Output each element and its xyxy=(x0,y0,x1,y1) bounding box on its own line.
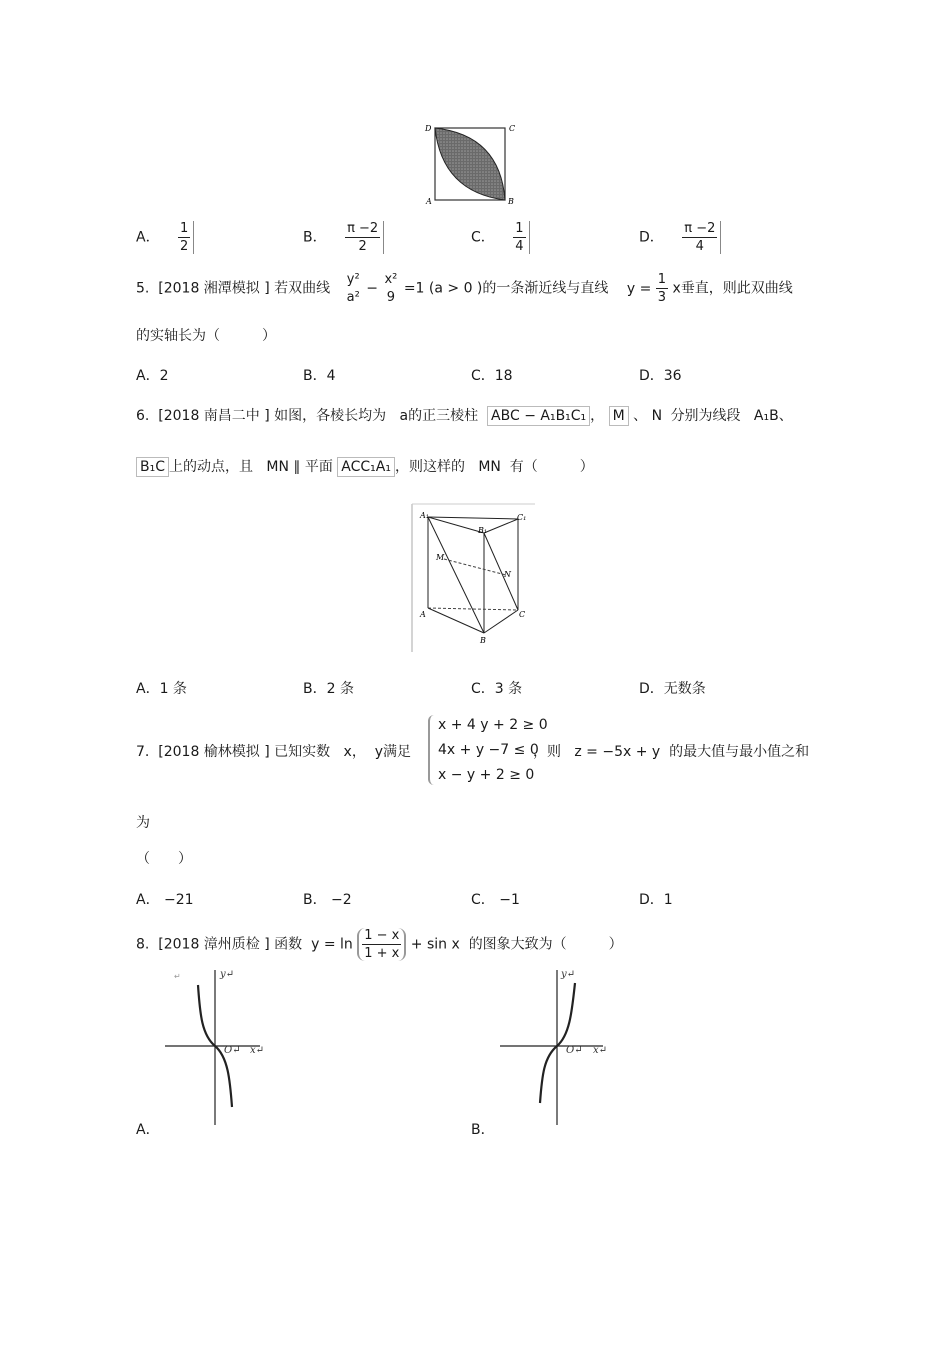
x-axis-label: x↵ xyxy=(593,1045,608,1056)
question-number: 7. xyxy=(136,744,150,760)
numerator: 1 xyxy=(180,221,189,236)
q8-graph-b xyxy=(495,965,620,1130)
q7-stem-tail: ，则 z = −5x + y 的最大值与最小值之和 xyxy=(533,744,810,760)
q4-option-b[interactable] xyxy=(303,221,384,254)
q6-label-b: B xyxy=(480,636,486,645)
constraint-2: 4x + y −7 ≤ 0 xyxy=(438,742,539,758)
fraction xyxy=(513,221,529,254)
q8-graph-a xyxy=(160,965,280,1130)
question-source: [2018 漳州质检 ] xyxy=(158,936,270,953)
q5-stem-line2: 的实轴长为（ ） xyxy=(136,328,276,344)
q6-label-c1: C₁ xyxy=(517,513,527,522)
q6-option-c[interactable]: C．3 条 xyxy=(471,681,523,697)
question-source: [2018 湘潭模拟 ] xyxy=(158,280,270,297)
denominator: 2 xyxy=(358,239,367,254)
constraint-1: x + 4 y + 2 ≥ 0 xyxy=(438,717,548,733)
q4-lens-figure xyxy=(422,120,522,210)
q7-constraint-system xyxy=(428,715,548,787)
fraction-one-third: $\frac{1}{3}$ xyxy=(657,272,667,305)
q6-label-a1: A₁ xyxy=(420,511,429,520)
origin-label: O↵ xyxy=(566,1045,583,1056)
numerator: 1 xyxy=(515,221,524,236)
fraction xyxy=(345,221,384,254)
q4-label-a: A xyxy=(426,197,432,206)
origin-label: O↵ xyxy=(224,1045,241,1056)
option-letter: C． xyxy=(471,229,495,246)
q4-option-c[interactable] xyxy=(471,221,530,254)
q8-option-a[interactable]: A． xyxy=(136,1122,160,1138)
denominator: 4 xyxy=(515,239,524,254)
q6-option-a[interactable]: A．1 条 xyxy=(136,681,187,697)
q6-label-a: A xyxy=(420,610,426,619)
prism-name: ABC − A₁B₁C₁ xyxy=(487,406,590,426)
q6-label-m: M xyxy=(436,553,445,562)
numerator: π −2 xyxy=(347,221,379,236)
question-number: 6. xyxy=(136,408,150,424)
q7-stem-line2: 为 xyxy=(136,815,150,831)
q7-option-b[interactable]: B． −2 xyxy=(303,892,352,908)
question-source: [2018 南昌二中 ] xyxy=(158,408,270,424)
question-number: 8. xyxy=(136,936,150,953)
y-axis-label: y↵ xyxy=(561,969,576,980)
q6-prism-figure xyxy=(410,500,540,655)
q4-label-b: B xyxy=(508,197,514,206)
denominator: 4 xyxy=(695,239,704,254)
q7-option-d[interactable]: D．1 xyxy=(639,892,673,908)
q6-label-n: N xyxy=(504,570,511,579)
q6-label-b1: B₁ xyxy=(478,526,488,535)
q7-stem: 7. [2018 榆林模拟 ] 已知实数 x， y满足 xyxy=(136,744,412,760)
q5-option-c[interactable]: C．18 xyxy=(471,368,513,384)
option-letter: B． xyxy=(303,229,327,246)
q6-label-c: C xyxy=(519,610,526,619)
q5-stem: 5. [2018 湘潭模拟 ] 若双曲线 y² a² − x² 9 =1 (a > 0 )的一条渐近线与直线 y = $\frac{1}{3}$ x垂直，则此双曲线 xyxy=(136,272,793,305)
q5-option-a[interactable]: A．2 xyxy=(136,368,169,384)
question-number: 5. xyxy=(136,280,150,297)
q8-option-b[interactable]: B． xyxy=(471,1122,495,1138)
option-letter: A． xyxy=(136,229,160,246)
q4-label-c: C xyxy=(509,124,516,133)
y-axis-label: y↵ xyxy=(220,969,235,980)
q4-option-a[interactable] xyxy=(136,221,194,254)
q4-option-d[interactable] xyxy=(639,221,721,254)
fraction-x2-9: x² 9 xyxy=(384,272,398,305)
svg-text:↵: ↵ xyxy=(174,972,181,981)
numerator: π −2 xyxy=(684,221,716,236)
option-letter: D． xyxy=(639,229,664,246)
q5-option-b[interactable]: B．4 xyxy=(303,368,336,384)
q7-option-c[interactable]: C． −1 xyxy=(471,892,520,908)
fraction xyxy=(178,221,194,254)
fraction-y2-a2: y² a² xyxy=(346,272,360,305)
objective: z = −5x + y xyxy=(574,744,661,760)
q7-stem-line3: （ ） xyxy=(136,851,192,867)
denominator: 2 xyxy=(180,239,189,254)
q8-stem: 8. [2018 漳州质检 ] 函数 y = ln $\frac{1 - x}{1 + x}$ + sin x 的图象大致为（ ） xyxy=(136,928,623,961)
question-source: [2018 榆林模拟 ] xyxy=(158,744,270,760)
q6-option-d[interactable]: D．无数条 xyxy=(639,681,706,697)
q4-label-d: D xyxy=(425,124,432,133)
fraction xyxy=(682,221,721,254)
q6-stem: 6. [2018 南昌二中 ] 如图，各棱长均为 a的正三棱柱 ABC − A₁B₁C₁ ， M 、 N 分别为线段 A₁B、 xyxy=(136,408,793,424)
q5-option-d[interactable]: D．36 xyxy=(639,368,682,384)
x-axis-label: x↵ xyxy=(250,1045,265,1056)
q7-option-a[interactable]: A． −21 xyxy=(136,892,194,908)
q6-option-b[interactable]: B．2 条 xyxy=(303,681,354,697)
condition: (a > 0 ) xyxy=(428,280,483,297)
brace xyxy=(428,715,438,785)
log-fraction: $\frac{1 - x}{1 + x}$ xyxy=(357,928,406,961)
stem-text: 若双曲线 xyxy=(274,280,331,297)
constraint-3: x − y + 2 ≥ 0 xyxy=(438,767,535,783)
q6-stem-line2: B₁C 上的动点，且 MN ∥ 平面 ACC₁A₁ ，则这样的 MN 有（ ） xyxy=(136,456,594,476)
